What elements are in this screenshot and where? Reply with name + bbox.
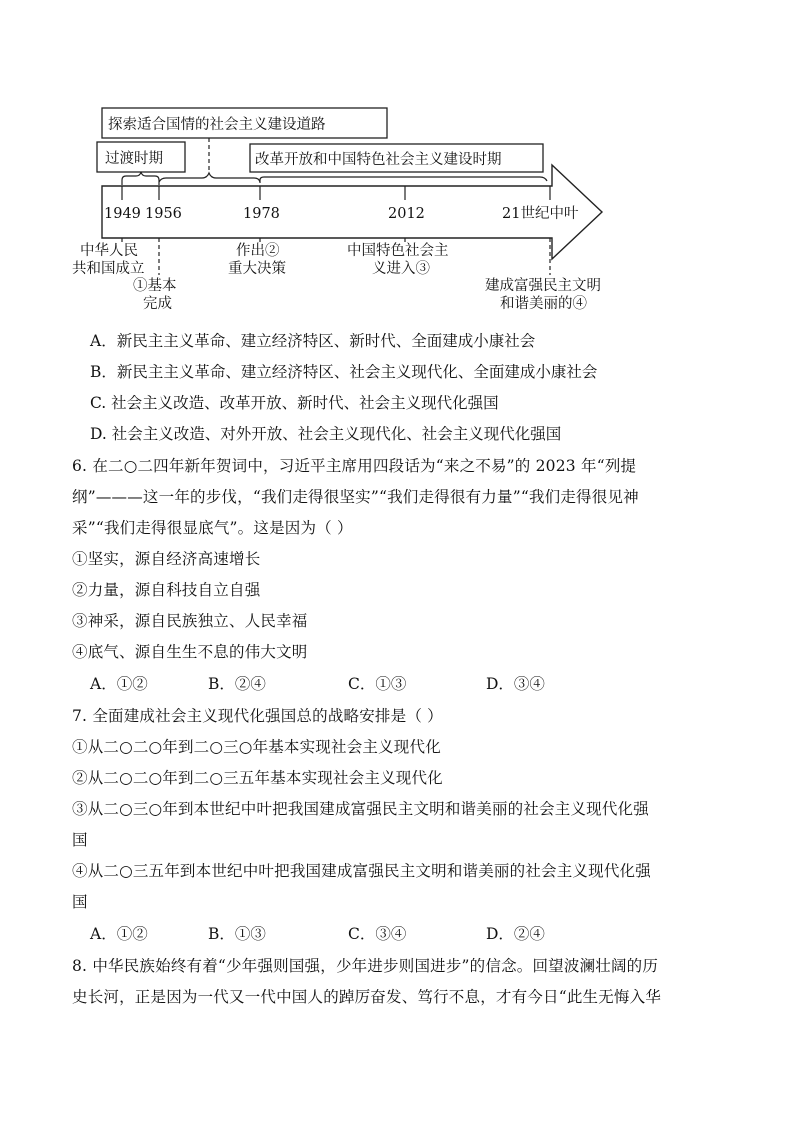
q6-stem-line1: 6. 在二○二四年新年贺词中，习近平主席用四段话为“来之不易”的 2023 年“列提 <box>72 457 637 475</box>
q7-stem: 7. 全面建成社会主义现代化强国总的战略安排是（ ） <box>72 707 443 725</box>
q6-choice-b: B．②④ <box>208 675 266 693</box>
timeline-diagram <box>0 0 794 320</box>
year-1978: 1978 <box>243 206 280 222</box>
annotation-1978-line2: 重大决策 <box>228 261 286 277</box>
q7-choice-b: B．①③ <box>208 925 266 943</box>
q6-choice-d: D．③④ <box>486 675 545 693</box>
q8-stem-line1: 8. 中华民族始终有着“少年强则国强，少年进步则国进步”的信念。回望波澜壮阔的历 <box>72 957 659 975</box>
q6-item-2: ②力量，源自科技自立自强 <box>72 581 261 599</box>
annotation-2012-line1: 中国特色社会主 <box>347 243 449 259</box>
q7-item-1: ①从二○二○年到二○三○年基本实现社会主义现代化 <box>72 738 441 756</box>
year-2012: 2012 <box>388 206 425 222</box>
q5-option-d: D. 社会主义改造、对外开放、社会主义现代化、社会主义现代化强国 <box>90 425 562 443</box>
q6-item-1: ①坚实，源自经济高速增长 <box>72 550 261 568</box>
q7-item-4-cont: 国 <box>72 893 88 911</box>
q7-item-3: ③从二○三○年到本世纪中叶把我国建成富强民主文明和谐美丽的社会主义现代化强 <box>72 800 649 818</box>
q5-option-c: C. 社会主义改造、改革开放、新时代、社会主义现代化强国 <box>90 394 499 412</box>
annotation-1956-line2: 完成 <box>143 296 172 312</box>
q7-item-3-cont: 国 <box>72 831 88 849</box>
brace-exploration <box>159 173 260 182</box>
q6-stem-line2: 纲”———这一年的步伐，“我们走得很坚实”“我们走得很有力量”“我们走得很见神 <box>72 488 639 506</box>
annotation-1978-line1: 作出② <box>236 243 280 259</box>
annotation-1949-line2: 共和国成立 <box>72 261 145 277</box>
brace-reform <box>260 177 547 183</box>
annotation-1949-line1: 中华人民 <box>80 243 138 259</box>
q6-stem-line3: 采”“我们走得很显底气”。这是因为（ ） <box>72 519 353 537</box>
annotation-1956-line1: ①基本 <box>133 278 177 294</box>
right-period-text: 改革开放和中国特色社会主义建设时期 <box>255 152 502 168</box>
q7-choice-c: C．③④ <box>348 925 407 943</box>
year-mid-century: 21世纪中叶 <box>502 206 579 222</box>
q8-stem-line2: 史长河，正是因为一代又一代中国人的踔厉奋发、笃行不息，才有今日“此生无悔入华 <box>72 988 662 1006</box>
q7-choice-a: A．①② <box>90 925 148 943</box>
q5-option-a: A．新民主主义革命、建立经济特区、新时代、全面建成小康社会 <box>90 332 536 350</box>
q6-item-3: ③神采，源自民族独立、人民幸福 <box>72 612 308 630</box>
q6-choice-a: A．①② <box>90 675 148 693</box>
q7-item-4: ④从二○三五年到本世纪中叶把我国建成富强民主文明和谐美丽的社会主义现代化强 <box>72 862 651 880</box>
annotation-end-line1: 建成富强民主文明 <box>485 278 601 294</box>
q6-choice-c: C．①③ <box>348 675 407 693</box>
q7-item-2: ②从二○二○年到二○三五年基本实现社会主义现代化 <box>72 769 443 787</box>
q7-choice-d: D．②④ <box>486 925 545 943</box>
year-1956: 1956 <box>145 206 182 222</box>
annotation-2012-line2: 义进入③ <box>372 261 430 277</box>
year-1949: 1949 <box>104 206 141 222</box>
annotation-end-line2: 和谐美丽的④ <box>500 296 587 312</box>
left-period-text: 过渡时期 <box>105 151 163 167</box>
q6-item-4: ④底气、源自生生不息的伟大文明 <box>72 643 308 661</box>
top-period-text: 探索适合国情的社会主义建设道路 <box>108 117 326 133</box>
q5-option-b: B．新民主主义革命、建立经济特区、社会主义现代化、全面建成小康社会 <box>90 363 598 381</box>
brace-transition <box>122 172 159 185</box>
